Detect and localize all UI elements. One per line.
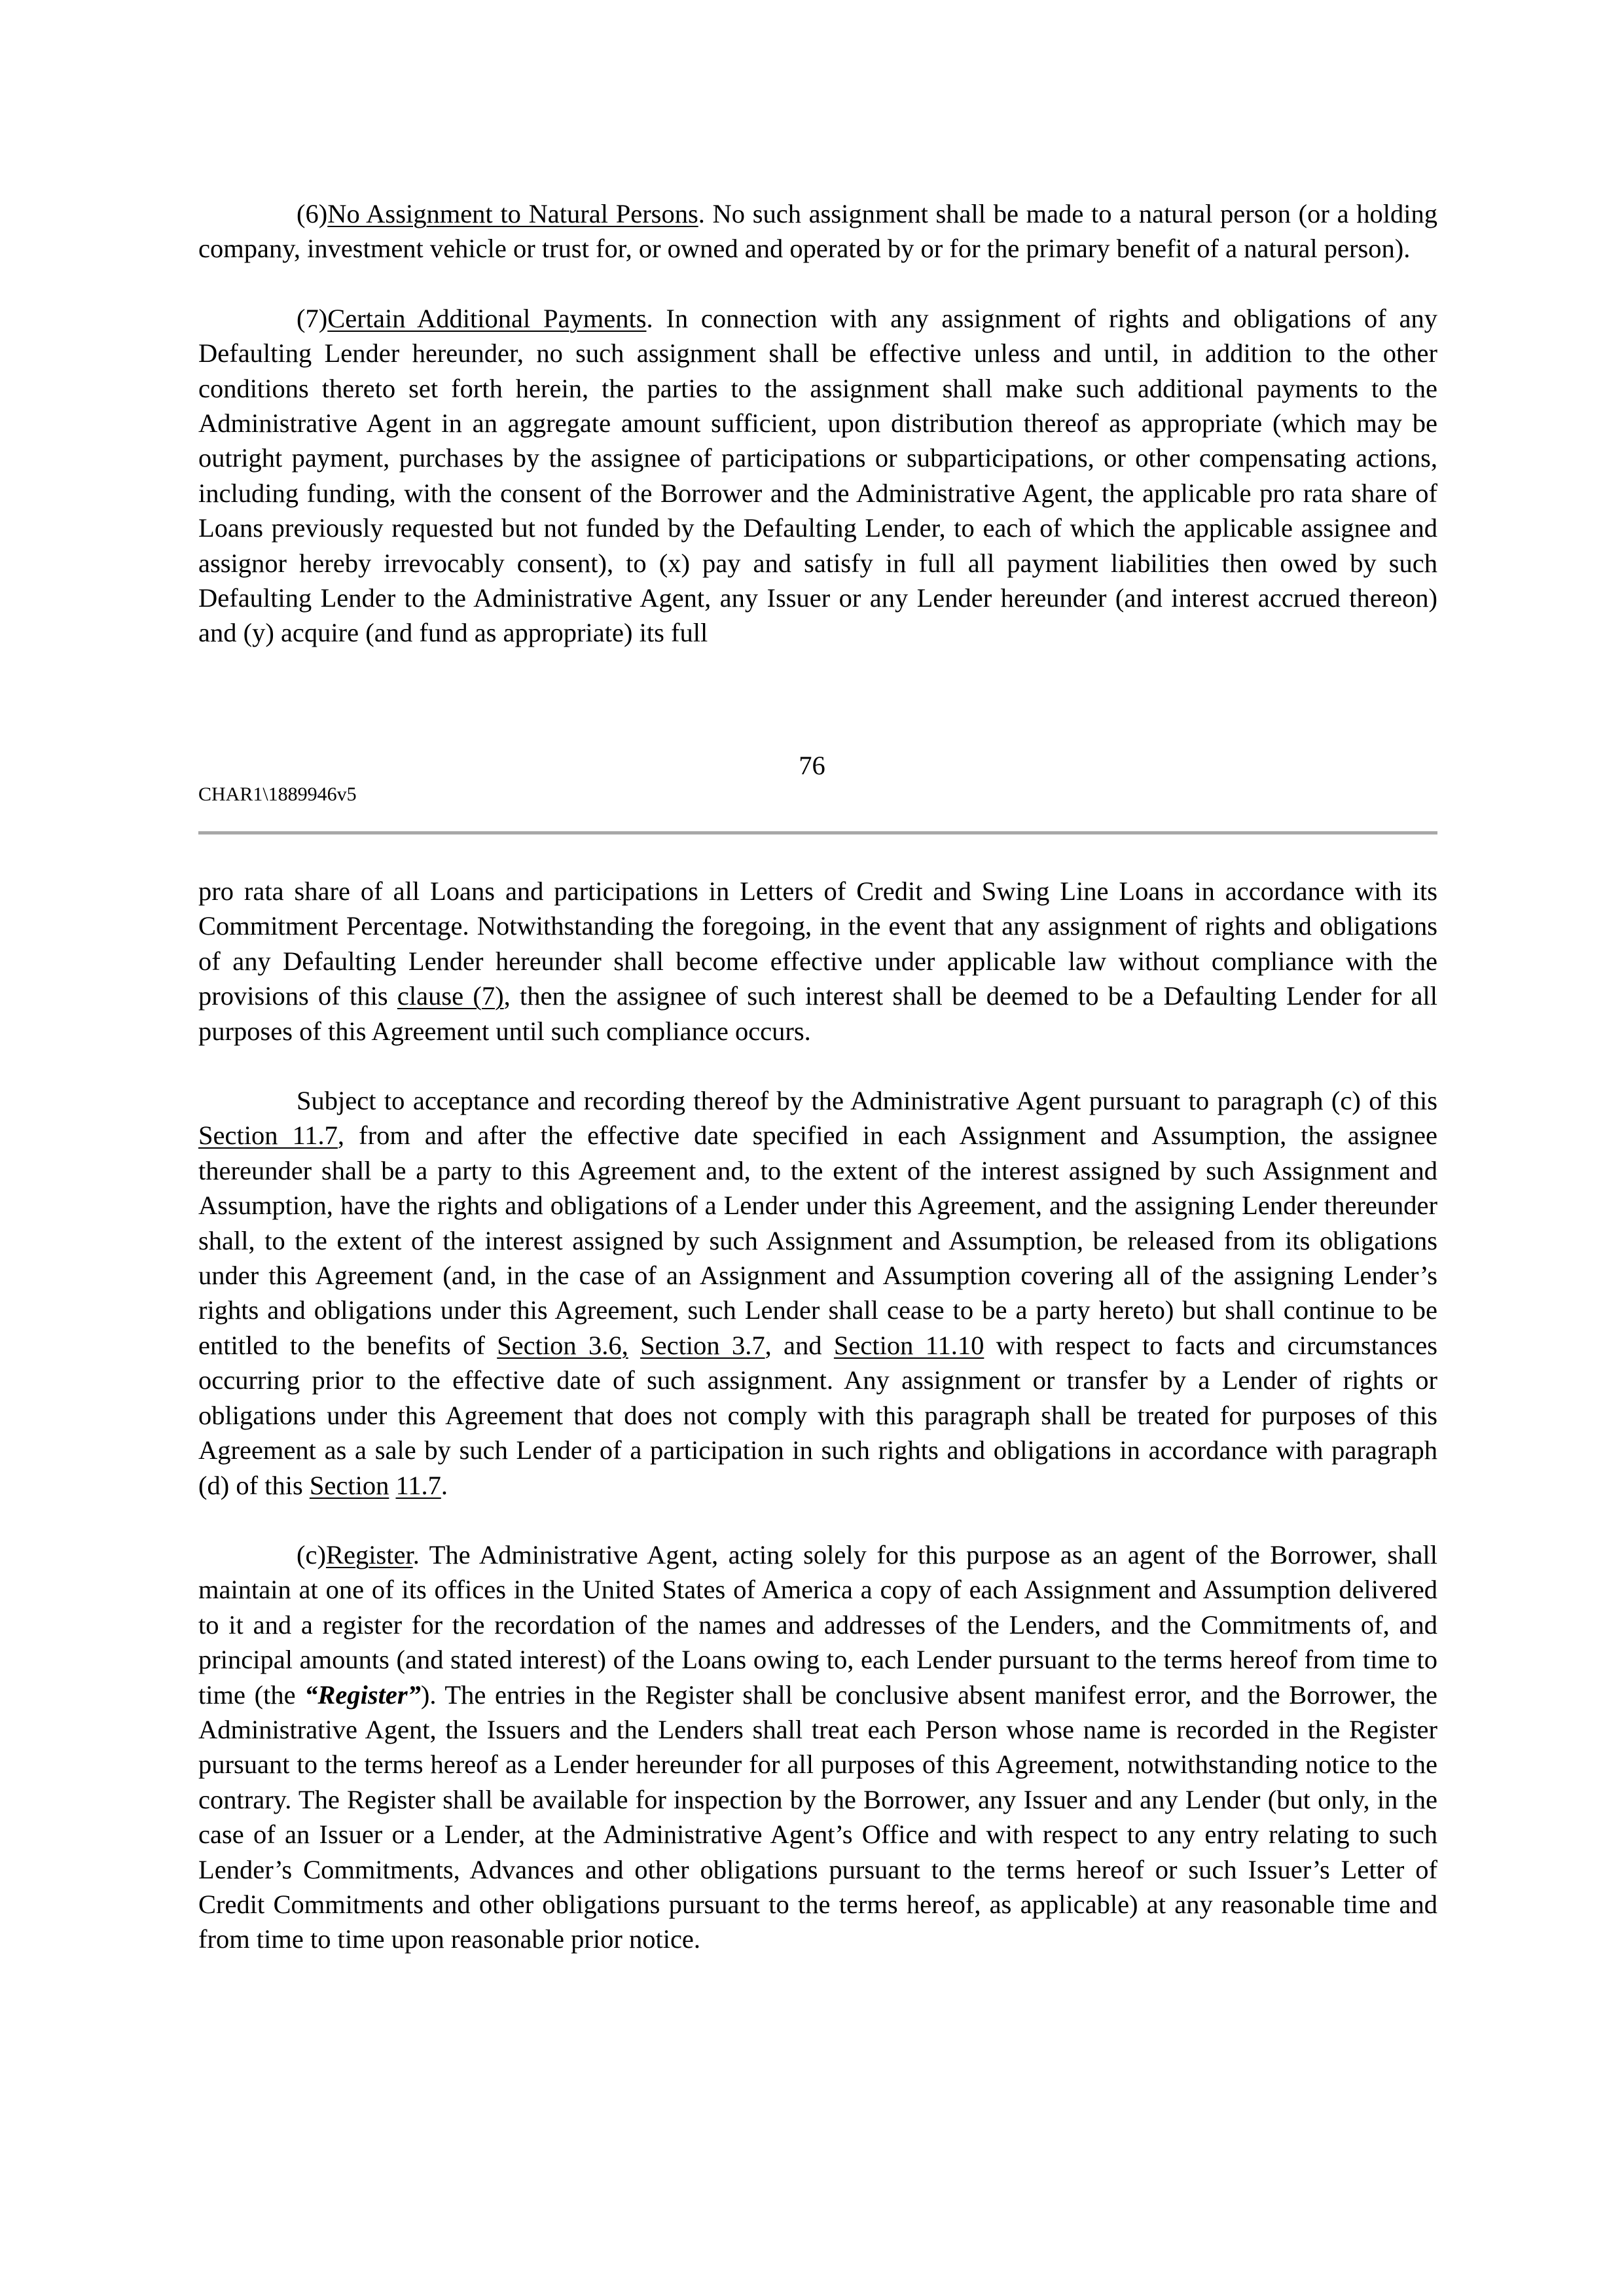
- clause-reference-link: clause (7): [397, 981, 504, 1011]
- page-divider: [198, 831, 1437, 834]
- page-77-body: [198, 874, 1437, 1957]
- section-reference: 11.7: [395, 1470, 441, 1500]
- paragraph-certain-additional-payments: [198, 301, 1437, 651]
- section-reference: Section 3.7: [640, 1330, 765, 1360]
- defined-term: “Register”: [304, 1679, 421, 1710]
- paragraph-no-assignment-natural-persons: [198, 196, 1437, 266]
- section-reference: Section 11.10: [833, 1330, 984, 1360]
- section-reference: Section: [309, 1470, 389, 1500]
- paragraph-number: (7): [297, 303, 328, 333]
- paragraph-heading: Register: [325, 1539, 413, 1570]
- document-reference: CHAR1\1889946v5: [198, 783, 357, 805]
- paragraph-number: (6): [297, 199, 328, 228]
- paragraph-heading: No Assignment to Natural Persons: [327, 199, 698, 228]
- paragraph-heading: Certain Additional Payments: [327, 303, 647, 333]
- page-number: 76: [799, 751, 825, 780]
- paragraph-register: (c)Register. The Administrative Agent, acting solely for this purpose as an agent of the Borrower, shall maintain at one of its offices in the United States of America a copy of each Assignment and Assumption delivered to it and a register for the recordation of the names and addresses of the Lenders, and the Commitments of, and principal amounts (and stated interest) of the Loans owing to, each Lender pursuant to the terms hereof from time to time (the “Register”). The entries in the Register shall be conclusive absent manifest error, and the Borrower, the Administrative Agent, the Issuers and the Lenders shall treat each Person whose name is recorded in the Register pursuant to the terms hereof as a Lender hereunder for all purposes of this Agreement, notwithstanding notice to the contrary. The Register shall be available for inspection by the Borrower, any Issuer and any Lender (but only, in the case of an Issuer or a Lender, at the Administrative Agent’s Office and with respect to any entry relating to such Lender’s Commitments, Advances and other obligations pursuant to the terms hereof or such Issuer’s Letter of Credit Commitments and other obligations pursuant to the terms hereof, as applicable) at any reasonable time and from time to time upon reasonable prior notice.: [198, 1539, 1437, 1954]
- paragraph-text: . In connection with any assignment of rights and obligations of any Defaulting Lender hereunder, no such assignment shall be effective unless and until, in addition to the other conditions thereto set forth herein, the parties to the assignment shall make such additional payments to the Administrative Agent in an aggregate amount sufficient, upon distribution thereof as appropriate (which may be outright payment, purchases by the assignee of participations or subparticipations, or other compensating actions, including funding, with the consent of the Borrower and the Administrative Agent, the applicable pro rata share of Loans previously requested but not funded by the Defaulting Lender, to each of which the applicable assignee and assignor hereby irrevocably consent), to (x) pay and satisfy in full all payment liabilities then owed by such Defaulting Lender to the Administrative Agent, any Issuer or any Lender hereunder (and interest accrued thereon) and (y) acquire (and fund as appropriate) its full: [198, 303, 1437, 648]
- paragraph-continuation: pro rata share of all Loans and participations in Letters of Credit and Swing Line Loans in accordance with its Commitment Percentage. Notwithstanding the foregoing, in the event that any assignment of rights and obligations of any Defaulting Lender hereunder shall become effective under applicable law without compliance with the provisions of this clause (7), then the assignee of such interest shall be deemed to be a Defaulting Lender for all purposes of this Agreement until such compliance occurs.: [198, 876, 1437, 1046]
- page-76-body: [198, 196, 1437, 651]
- paragraph-text: . No such assignment shall be made to a natural person (or a holding company, investment vehicle or trust for, or owned and operated by or for the primary benefit of a natural person).: [198, 199, 1437, 264]
- paragraph-number: (c): [297, 1539, 326, 1570]
- paragraph-subject-to-acceptance: Subject to acceptance and recording thereof by the Administrative Agent pursuant to paragraph (c) of this Section 11.7, from and after the effective date specified in each Assignment and Assumption, the assignee thereunder shall be a party to this Agreement and, to the extent of the interest assigned by such Assignment and Assumption, have the rights and obligations of a Lender under this Agreement, and the assigning Lender thereunder shall, to the extent of the interest assigned by such Assignment and Assumption, be released from its obligations under this Agreement (and, in the case of an Assignment and Assumption covering all of the assigning Lender’s rights and obligations under this Agreement, such Lender shall cease to be a party hereto) but shall continue to be entitled to the benefits of Section 3.6, Section 3.7, and Section 11.10 with respect to facts and circumstances occurring prior to the effective date of such assignment. Any assignment or transfer by a Lender of rights or obligations under this Agreement that does not comply with this paragraph shall be treated for purposes of this Agreement as a sale by such Lender of a participation in such rights and obligations in accordance with paragraph (d) of this Section 11.7.: [198, 1086, 1437, 1500]
- section-reference: Section 11.7: [198, 1121, 338, 1151]
- section-reference: Section 3.6,: [497, 1330, 628, 1360]
